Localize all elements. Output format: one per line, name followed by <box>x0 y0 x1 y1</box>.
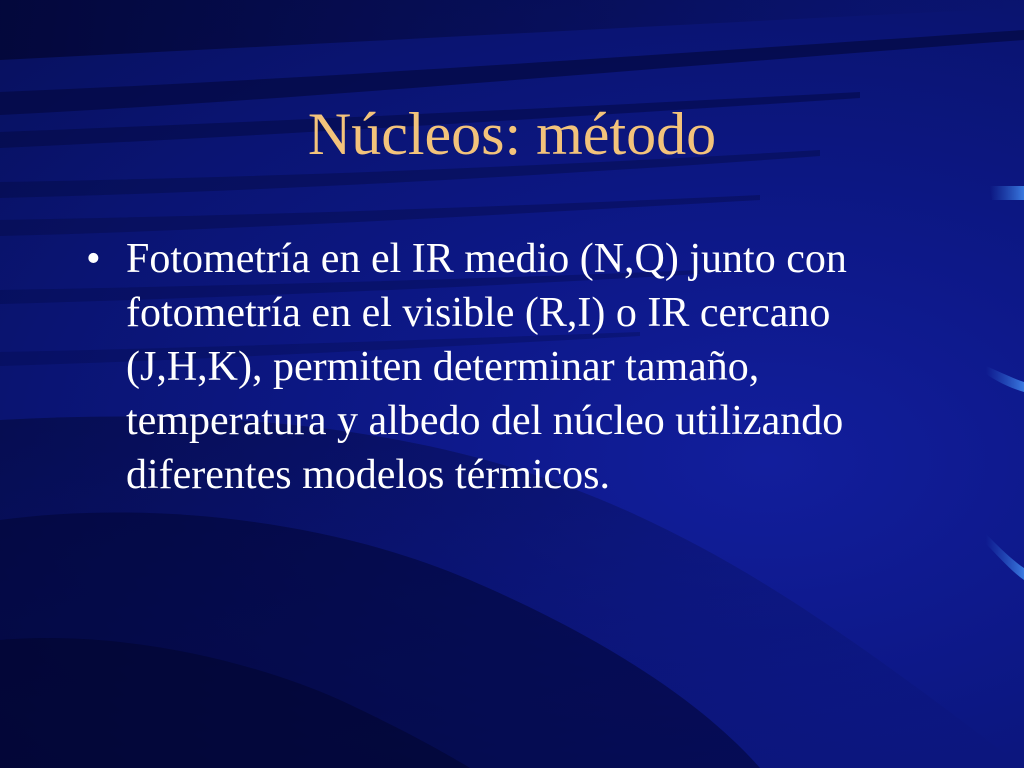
bullet-marker: • <box>86 236 101 282</box>
right-stripe-2 <box>986 366 1024 392</box>
swoosh-band-4 <box>0 195 760 236</box>
right-stripe-1 <box>990 186 1024 200</box>
slide-title: Núcleos: método <box>307 101 717 167</box>
bullet-text: Fotometría en el IR medio (N,Q) junto con fotometría en el visible (R,I) o IR cercano (J,H,K), permiten determinar tamaño, temperatura y albedo del núcleo utilizando diferentes modelos térmicos. <box>126 236 847 498</box>
bullet-list <box>80 232 940 502</box>
right-stripe-3 <box>986 534 1024 580</box>
bullet-item <box>80 232 940 502</box>
